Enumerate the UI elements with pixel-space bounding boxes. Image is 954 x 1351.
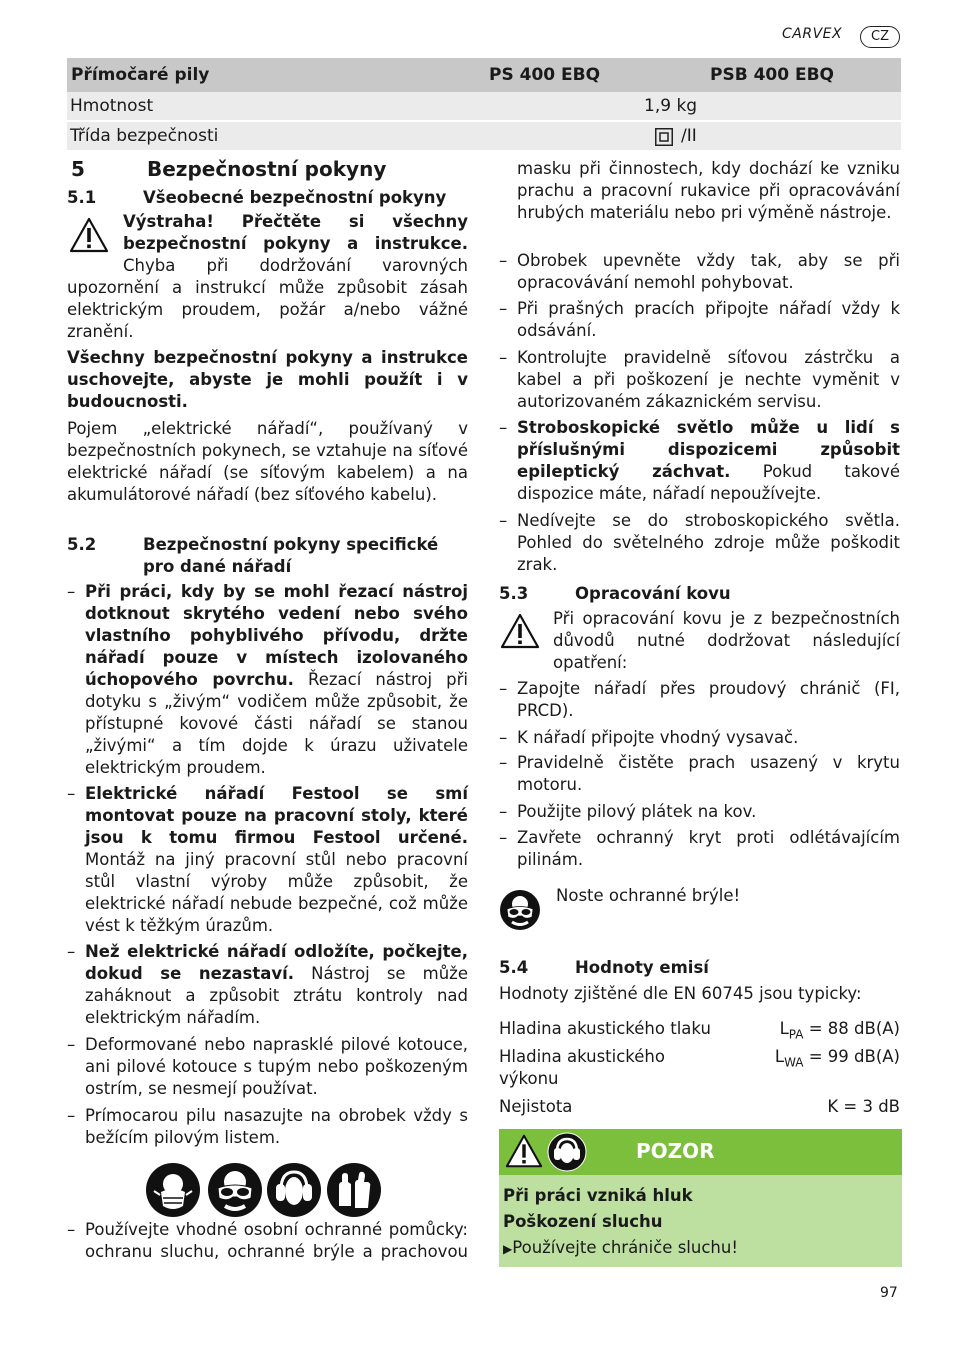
ear-protection-icon	[267, 1163, 321, 1217]
col-header-ps400: PS 400 EBQ	[489, 65, 601, 85]
list-item-wrapper	[499, 801, 900, 823]
section-5-heading	[67, 158, 468, 180]
list-item-wrapper	[67, 1034, 468, 1100]
list-item-text: Prímocarou pilu nasazujte na obrobek vždy s bežícím pilovým listem.	[85, 1106, 468, 1147]
list-item-bold: Než elektrické nářadí odložíte, počkejte, dokud se nezastaví.	[85, 942, 468, 983]
goggles-note: Noste ochranné brýle!	[556, 886, 741, 905]
list-item-wrapper	[499, 250, 900, 294]
list-item: – Obrobek upevněte vždy tak, aby se při opracovávání nemohl pohybovat.	[499, 251, 900, 292]
list-item-wrapper	[499, 510, 900, 576]
emission-number: = 88 dB(A)	[803, 1019, 900, 1038]
arrow-right-icon: ▶	[503, 1242, 513, 1256]
row-value-weight: 1,9 kg	[644, 96, 698, 116]
emission-number: = 99 dB(A)	[803, 1047, 900, 1066]
term-text: Pojem „elektrické nářadí“, používaný v bezpečnostních pokynech, se vztahuje na síťové elektrické nářadí (se síťovým kabelem) a na akumulátorové nářadí (bez síťového kabelu).	[67, 419, 468, 504]
dust-mask-icon	[146, 1163, 200, 1217]
emission-row-uncertainty	[499, 1096, 900, 1118]
spec-table	[67, 58, 901, 150]
list-item: – Zapojte nářadí přes proudový chránič (FI, PRCD).	[499, 679, 900, 720]
emission-label: Hladina akustického tlaku	[499, 1019, 711, 1038]
emission-row-power	[499, 1046, 900, 1090]
emission-value	[775, 1046, 900, 1073]
page-number: 97	[880, 1285, 898, 1301]
double-insulation-icon	[655, 127, 673, 145]
section-title: Hodnoty emisí	[575, 958, 709, 977]
section-5-2-heading	[67, 534, 468, 578]
emission-subscript: WA	[784, 1055, 804, 1070]
list-item: – Elektrické nářadí Festool se smí montovat pouze na pracovní stoly, které jsou k tomu firmou Festool určené. Montáž na jiný pracovní stůl nebo pracovní stůl vlastní výroby může způsobit, že elektrické nářadí nebude bezpečné, což může vést k těžkým úrazům.	[67, 784, 468, 935]
section-5-4-heading	[499, 957, 900, 979]
list-item	[499, 158, 900, 224]
warning-triangle-icon	[504, 1132, 544, 1174]
section-title: Bezpečnostní pokyny specifické pro dané nářadí	[143, 535, 439, 576]
list-item-bold: Elektrické nářadí Festool se smí montovat pouze na pracovní stoly, které jsou k tomu firmou Festool určené.	[85, 784, 468, 847]
list-item-wrapper	[499, 727, 900, 749]
list-item: – Zavřete ochranný kryt proti odlétávajícím pilinám.	[499, 828, 900, 869]
ppe-item-continuation	[499, 158, 900, 246]
list-item-text: Deformované nebo naprasklé pilové kotouce, ani pilové kotouce s tupým nebo poškozeným ostrím, se nesmejí používat.	[85, 1035, 468, 1098]
safety-goggles-icon	[208, 1163, 262, 1217]
metal-warning	[553, 608, 900, 674]
warning-text: Chyba při dodržování varovných upozornění a instrukcí může způsobit zásah elektrickým proudem, požár a/nebo vážné zranění.	[67, 256, 468, 341]
specific-safety-list	[67, 581, 468, 779]
list-item: – Kontrolujte pravidelně síťovou zástrčku a kabel a při poškození je nechte vyměnit v autorizovaném zákaznickém servisu.	[499, 348, 900, 411]
emission-row-pressure	[499, 1018, 900, 1040]
emission-value	[827, 1096, 900, 1118]
keep-instructions	[67, 347, 468, 413]
list-item: – Stroboskopické světlo může u lidí s příslušnými dispozicemi způsobit epileptický záchvat. Pokud takové dispozice máte, nářadí nepoužívejte.	[499, 418, 900, 503]
section-title: Bezpečnostní pokyny	[147, 157, 387, 181]
goggles-icon	[499, 889, 541, 935]
list-item-bold: Stroboskopické světlo může u lidí s příslušnými dispozicemi způsobit epileptický záchvat.	[517, 418, 900, 481]
section-number: 5.3	[499, 584, 529, 603]
list-item: – Prímocarou pilu nasazujte na obrobek vždy s bežícím pilovým listem.	[67, 1106, 468, 1147]
emission-symbol: K	[827, 1097, 839, 1116]
section-5-1-heading	[67, 187, 468, 209]
list-item-text: Nástroj se může zaháknout a způsobit ztrátu kontroly nad elektrickým nářadím.	[85, 964, 468, 1027]
emission-label: Hladina akustického výkonu	[499, 1047, 665, 1088]
row-value-safety-class: /II	[681, 126, 697, 146]
section-number: 5	[71, 157, 85, 181]
list-item-text: K nářadí připojte vhodný vysavač.	[517, 728, 799, 747]
list-item-text: Montáž na jiný pracovní stůl nebo pracovní stůl vlastní výroby může způsobit, že elektrické nářadí nebude bezpečné, což může vést k těžkým úrazům.	[85, 850, 468, 935]
section-title: Opracování kovu	[575, 584, 731, 603]
list-item-text: Použijte pilový plátek na kov.	[517, 802, 757, 821]
row-label-weight: Hmotnost	[70, 96, 154, 116]
list-item-text: Kontrolujte pravidelně síťovou zástrčku a kabel a při poškození je nechte vyměnit v autorizovaném zákaznickém servisu.	[517, 348, 900, 411]
list-item-text: Při prašných pracích připojte nářadí vždy k odsávání.	[517, 299, 900, 340]
table-row	[67, 92, 901, 120]
row-label-safety-class: Třída bezpečnosti	[70, 126, 219, 146]
caution-body	[499, 1175, 902, 1267]
caution-title: POZOR	[636, 1139, 715, 1163]
table-row	[67, 120, 901, 150]
list-item-wrapper	[499, 347, 900, 413]
emission-intro: Hodnoty zjištěné dle EN 60745 jsou typicky:	[499, 984, 862, 1003]
warning-bold-line2: bezpečnostní pokyny a instrukce.	[123, 234, 468, 253]
col-header-psb400: PSB 400 EBQ	[710, 65, 835, 85]
list-item: – Než elektrické nářadí odložíte, počkejte, dokud se nezastaví. Nástroj se může zaháknout a způsobit ztrátu kontroly nad elektrickým nářadím.	[67, 942, 468, 1027]
list-item-wrapper	[67, 1105, 468, 1149]
emission-label: Nejistota	[499, 1097, 573, 1116]
ear-protection-icon	[547, 1132, 587, 1176]
ppe-item-wrapper	[67, 1219, 468, 1263]
caution-line-1: Při práci vzniká hluk	[503, 1186, 693, 1205]
caution-line-2: Poškození sluchu	[503, 1212, 663, 1231]
list-item: – K nářadí připojte vhodný vysavač.	[499, 728, 799, 747]
list-item-wrapper	[499, 827, 900, 871]
gloves-icon	[327, 1163, 381, 1217]
caution-header	[499, 1129, 902, 1175]
ppe-item-text: Používejte vhodné osobní ochranné pomůcky: ochranu sluchu, ochranné brýle a prachovou	[85, 1220, 468, 1261]
ppe-icons-row	[146, 1162, 382, 1218]
section-title: Všeobecné bezpečnostní pokyny	[143, 188, 447, 207]
list-item-bold: Při práci, kdy by se mohl řezací nástroj dotknout skrytého vedení nebo svého vlastního pohyblivého přívodu, držte nářadí pouze v místech izolovaného úchopového povrchu.	[85, 582, 468, 689]
ppe-item-text-continued: masku při činnostech, kdy dochází ke vzniku prachu a pracovní rukavice při opracovávání hrubých materiálu nebo pri výměně nástroje.	[517, 159, 900, 222]
list-item-text: Zapojte nářadí přes proudový chránič (FI, PRCD).	[517, 679, 900, 720]
list-item: – Deformované nebo naprasklé pilové kotouce, ani pilové kotouce s tupým nebo poškozeným ostrím, se nesmejí používat.	[67, 1035, 468, 1098]
list-item: – Používejte vhodné osobní ochranné pomůcky: ochranu sluchu, ochranné brýle a prachovou	[67, 1219, 468, 1263]
emission-value	[780, 1018, 900, 1045]
spec-table-header	[67, 58, 901, 92]
language-badge: CZ	[860, 26, 900, 48]
warning-triangle-icon	[499, 612, 541, 654]
metal-warning-text: Při opracování kovu je z bezpečnostních důvodů nutné dodržovat následující opatření:	[553, 609, 900, 672]
emission-symbol: L	[774, 1047, 785, 1066]
list-item-wrapper	[67, 783, 468, 937]
list-item-wrapper	[499, 678, 900, 722]
list-item: – Při práci, kdy by se mohl řezací nástroj dotknout skrytého vedení nebo svého vlastního pohyblivého přívodu, držte nářadí pouze v místech izolovaného úchopového povrchu. Řezací nástroj při dotyku s „živým“ vodičem může způsobit, že přístupné kovové části nářadí se stanou „živými“ a tím dojde k úrazu uživatele elektrickým proudem.	[67, 582, 468, 777]
list-item: – Použijte pilový plátek na kov.	[499, 802, 757, 821]
list-item-wrapper	[499, 417, 900, 505]
brand-name: CARVEX	[782, 26, 843, 42]
list-item-wrapper	[499, 752, 900, 796]
list-item-text: Obrobek upevněte vždy tak, aby se při opracovávání nemohl pohybovat.	[517, 251, 900, 292]
warning-bold-line1: Výstraha! Přečtěte si všechny	[123, 212, 468, 231]
list-item-text: Pokud takové dispozice máte, nářadí nepoužívejte.	[517, 462, 900, 503]
list-item: – Pravidelně čistěte prach usazený v krytu motoru.	[499, 753, 900, 794]
emission-number: = 3 dB	[838, 1097, 900, 1116]
emission-symbol: L	[779, 1019, 789, 1038]
section-5-3-heading	[499, 583, 900, 605]
keep-instructions-text: Všechny bezpečnostní pokyny a instrukce uschovejte, abyste je mohli použít i v budoucnosti.	[67, 348, 468, 411]
caution-instruction: Používejte chrániče sluchu!	[512, 1238, 738, 1257]
col-header-product: Přímočaré pily	[71, 65, 210, 85]
list-item: – Při prašných pracích připojte nářadí vždy k odsávání.	[499, 299, 900, 340]
list-item-wrapper	[67, 941, 468, 1029]
section-number: 5.2	[67, 535, 97, 554]
emission-subscript: PA	[788, 1027, 804, 1042]
caution-line-3	[503, 1237, 738, 1260]
list-item-wrapper	[499, 298, 900, 342]
list-item-text: Řezací nástroj při dotyku s „živým“ vodičem může způsobit, že přístupné kovové části nářadí se stanou „živými“ a tím dojde k úrazu uživatele elektrickým proudem.	[85, 670, 468, 777]
list-item: – Nedívejte se do stroboskopického světla. Pohled do světelného zdroje může poškodit zrak.	[499, 511, 900, 574]
list-item-text: Pravidelně čistěte prach usazený v krytu motoru.	[517, 753, 900, 794]
list-item-text: Zavřete ochranný kryt proti odlétávajícím pilinám.	[517, 828, 900, 869]
caution-box	[499, 1129, 902, 1267]
list-item-text: Nedívejte se do stroboskopického světla. Pohled do světelného zdroje může poškodit zrak.	[517, 511, 900, 574]
section-number: 5.1	[67, 188, 97, 207]
term-paragraph	[67, 418, 468, 506]
general-warning-block	[67, 211, 468, 343]
section-number: 5.4	[499, 958, 529, 977]
